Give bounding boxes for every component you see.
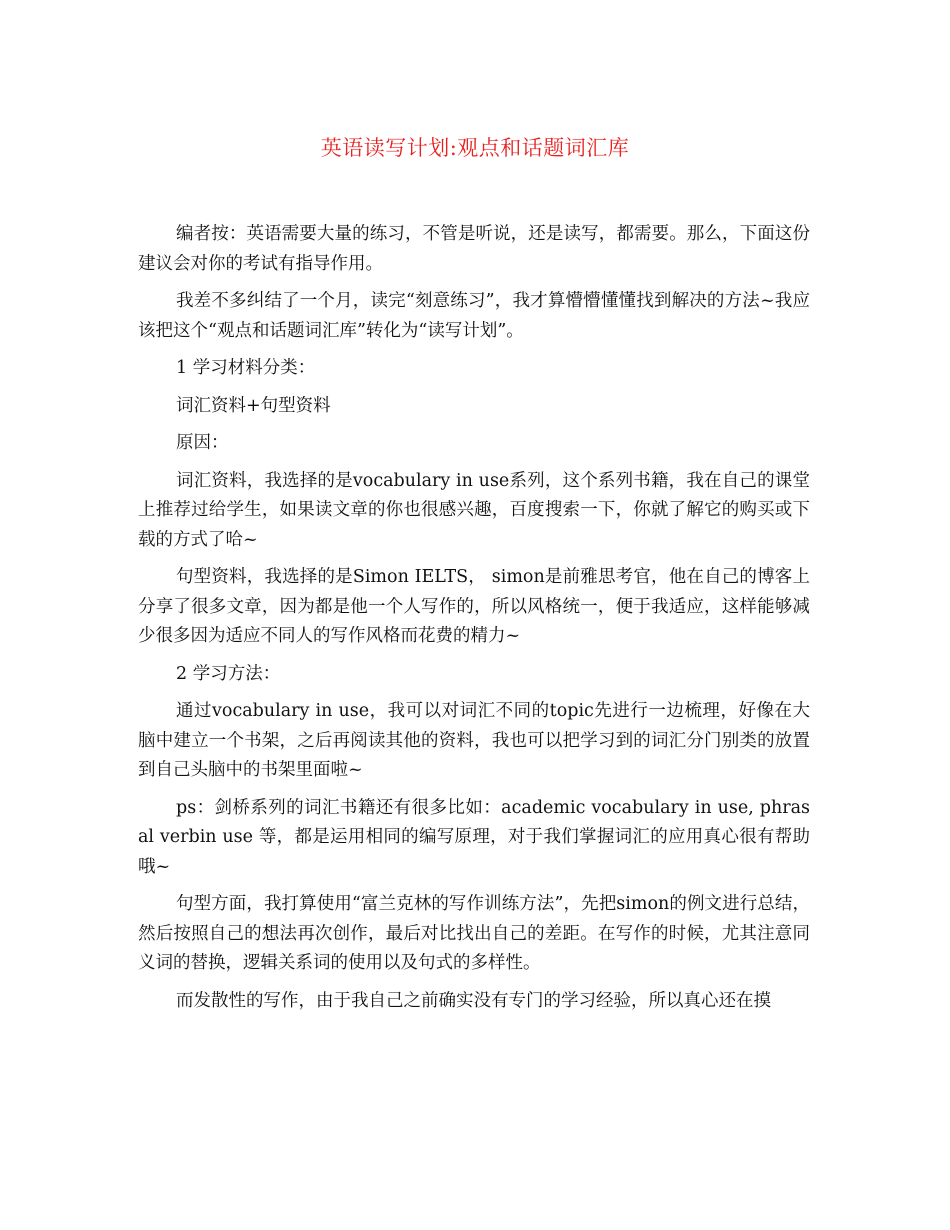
paragraph-reason-label: 原因：: [176, 433, 229, 453]
paragraph-ps-note: ps：剑桥系列的词汇书籍还有很多比如：academic vocabulary in use, phrasal verbin use 等，都是运用相同的编写原理，对于我们掌握词汇的应用真心很有帮助哦~: [138, 797, 810, 877]
paragraph-intro: 我差不多纠结了一个月，读完“刻意练习”，我才算懵懵懂懂找到解决的方法~我应该把这个“观点和话题词汇库”转化为“读写计划”。: [138, 291, 810, 341]
section-heading-materials: 1 学习材料分类：: [176, 358, 316, 378]
document-body: [138, 220, 810, 1024]
paragraph-sentence-material: 句型资料，我选择的是Simon IELTS， simon是前雅思考官，他在自己的博客上分享了很多文章，因为都是他一个人写作的，所以风格统一，便于我适应，这样能够减少很多因为适应不同人的写作风格而花费的精力~: [138, 567, 810, 646]
paragraph-divergent-writing: 而发散性的写作，由于我自己之前确实没有专门的学习经验，所以真心还在摸: [176, 990, 771, 1011]
document-title: 英语读写计划:观点和话题词汇库: [320, 136, 630, 160]
paragraph-sentence-method: 句型方面，我打算使用“富兰克林的写作训练方法”，先把simon的例文进行总结，然后按照自己的想法再次创作，最后对比找出自己的差距。在写作的时候，尤其注意同义词的替换，逻辑关系词的使用以及句式的多样性。: [138, 894, 810, 973]
paragraph-editor-note: 编者按：英语需要大量的练习，不管是听说，还是读写，都需要。那么，下面这份建议会对你的考试有指导作用。: [138, 224, 810, 274]
paragraph-vocabulary-material: 词汇资料，我选择的是vocabulary in use系列，这个系列书籍，我在自己的课堂上推荐过给学生，如果读文章的你也很感兴趣，百度搜索一下，你就了解它的购买或下载的方式了哈~: [138, 470, 810, 550]
paragraph-materials-summary: 词汇资料+句型资料: [176, 395, 331, 416]
paragraph-vocabulary-method: 通过vocabulary in use，我可以对词汇不同的topic先进行一边梳理，好像在大脑中建立一个书架，之后再阅读其他的资料，我也可以把学习到的词汇分门别类的放置到自己头脑中的书架里面啦~: [138, 701, 810, 780]
section-heading-methods: 2 学习方法：: [176, 663, 281, 684]
